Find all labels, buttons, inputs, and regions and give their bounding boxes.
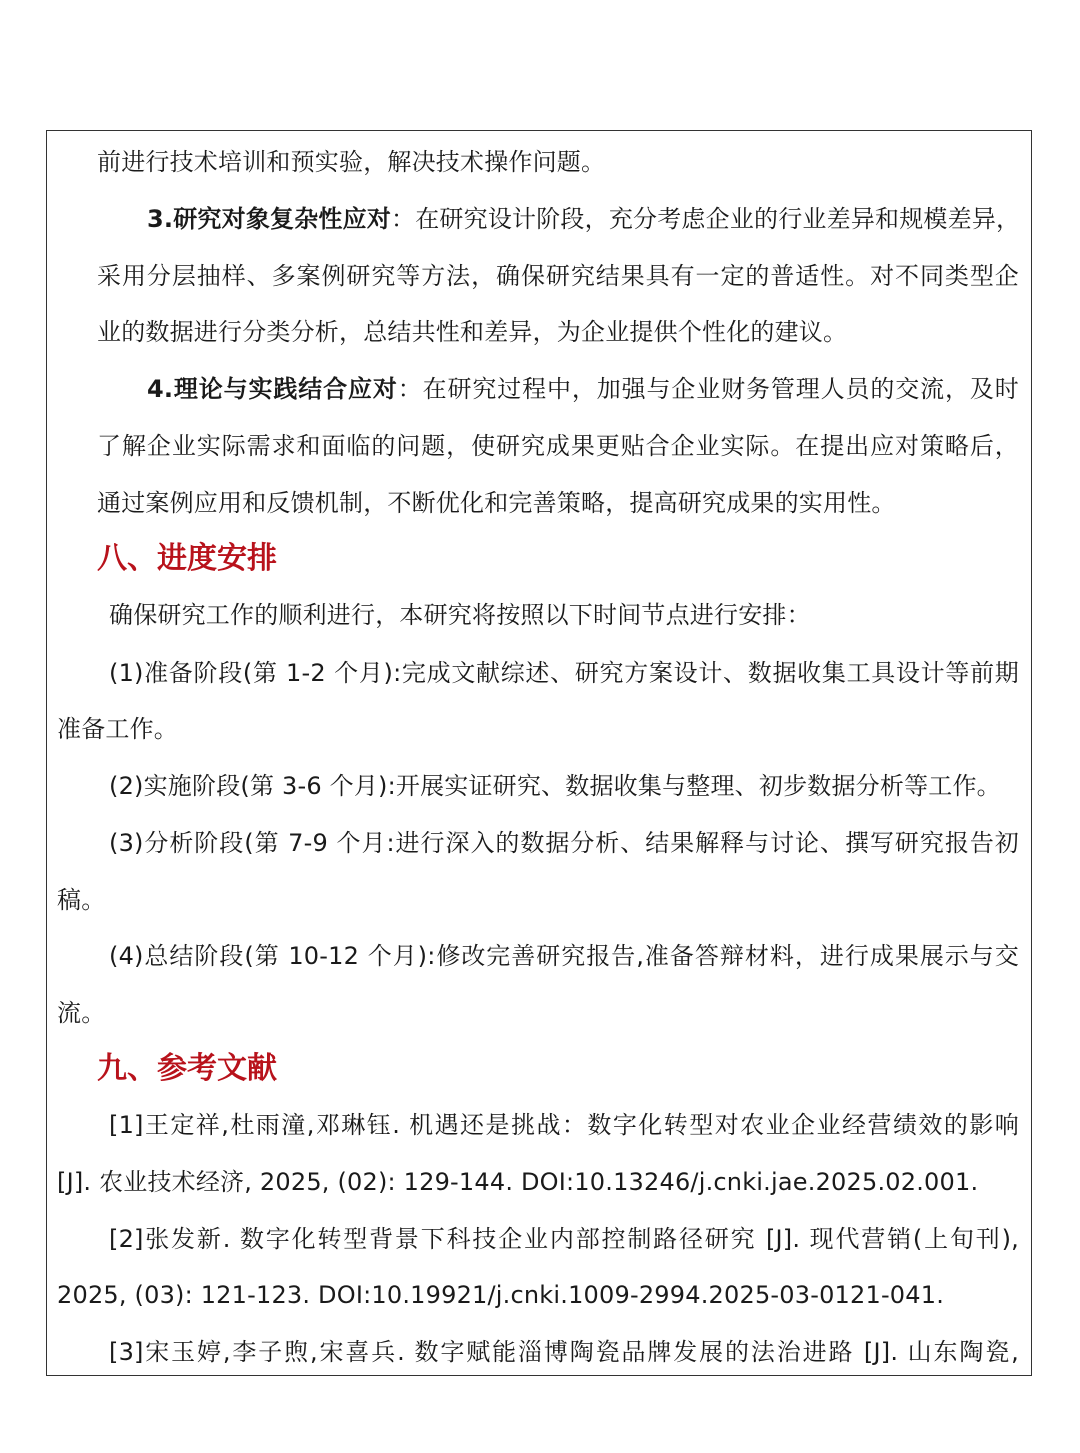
schedule-item	[47, 827, 1031, 859]
paragraph-line	[47, 487, 1031, 519]
schedule-item-continued	[47, 884, 1031, 916]
text: 稿。	[57, 886, 106, 914]
paragraph-line	[47, 599, 1031, 631]
text: [J]. 农业技术经济, 2025, (02): 129-144. DOI:10.13246/j.cnki.jae.2025.02.001.	[57, 1168, 979, 1196]
section-heading-references: 九、参考文献	[97, 1051, 277, 1086]
reference-item	[47, 1109, 1031, 1141]
text: 准备工作。	[57, 715, 178, 743]
text: (2)实施阶段(第 3-6 个月):开展实证研究、数据收集与整理、初步数据分析等工作。	[109, 772, 1001, 800]
text: [2]张发新. 数字化转型背景下科技企业内部控制路径研究 [J]. 现代营销(上旬刊),	[109, 1225, 1019, 1253]
schedule-item-continued	[47, 997, 1031, 1029]
reference-item	[47, 1223, 1031, 1255]
reference-item-continued	[47, 1279, 1031, 1311]
bold-lead: 4.理论与实践结合应对	[147, 375, 398, 403]
bold-lead: 3.研究对象复杂性应对	[147, 205, 392, 233]
schedule-item	[47, 657, 1031, 689]
text: (3)分析阶段(第 7-9 个月:进行深入的数据分析、结果解释与讨论、撰写研究报告初	[109, 829, 1019, 857]
schedule-item	[47, 940, 1031, 972]
paragraph-line	[47, 316, 1031, 348]
reference-item	[47, 1336, 1031, 1368]
text: [3]宋玉婷,李子煦,宋喜兵. 数字赋能淄博陶瓷品牌发展的法治进路 [J]. 山东陶瓷,	[109, 1338, 1019, 1366]
text: [1]王定祥,杜雨潼,邓琳钰. 机遇还是挑战：数字化转型对农业企业经营绩效的影响	[109, 1111, 1019, 1139]
text: 2025, (03): 121-123. DOI:10.19921/j.cnki.1009-2994.2025-03-0121-041.	[57, 1281, 945, 1309]
text: (1)准备阶段(第 1-2 个月):完成文献综述、研究方案设计、数据收集工具设计等前期	[109, 659, 1019, 687]
text: 了解企业实际需求和面临的问题，使研究成果更贴合企业实际。在提出应对策略后，	[97, 432, 1019, 460]
section-heading-schedule: 八、进度安排	[97, 541, 277, 576]
paragraph-line	[47, 373, 1031, 405]
text: 通过案例应用和反馈机制，不断优化和完善策略，提高研究成果的实用性。	[97, 489, 896, 517]
text: ：在研究设计阶段，充分考虑企业的行业差异和规模差异，	[391, 205, 1021, 233]
document-frame	[46, 130, 1032, 1376]
paragraph-line	[47, 430, 1031, 462]
text: 采用分层抽样、多案例研究等方法，确保研究结果具有一定的普适性。对不同类型企	[97, 262, 1019, 290]
paragraph-line	[47, 203, 1031, 235]
text: (4)总结阶段(第 10-12 个月):修改完善研究报告,准备答辩材料，进行成果展示与交	[109, 942, 1019, 970]
schedule-item-continued	[47, 713, 1031, 745]
paragraph-line	[47, 146, 1031, 178]
text: ：在研究过程中，加强与企业财务管理人员的交流，及时	[397, 375, 1019, 403]
paragraph-line	[47, 260, 1031, 292]
text: 流。	[57, 999, 106, 1027]
text: 前进行技术培训和预实验，解决技术操作问题。	[97, 148, 606, 176]
schedule-item	[47, 770, 1031, 802]
text: 业的数据进行分类分析，总结共性和差异，为企业提供个性化的建议。	[97, 318, 848, 346]
text: 确保研究工作的顺利进行，本研究将按照以下时间节点进行安排：	[109, 601, 811, 629]
reference-item-continued	[47, 1166, 1031, 1198]
